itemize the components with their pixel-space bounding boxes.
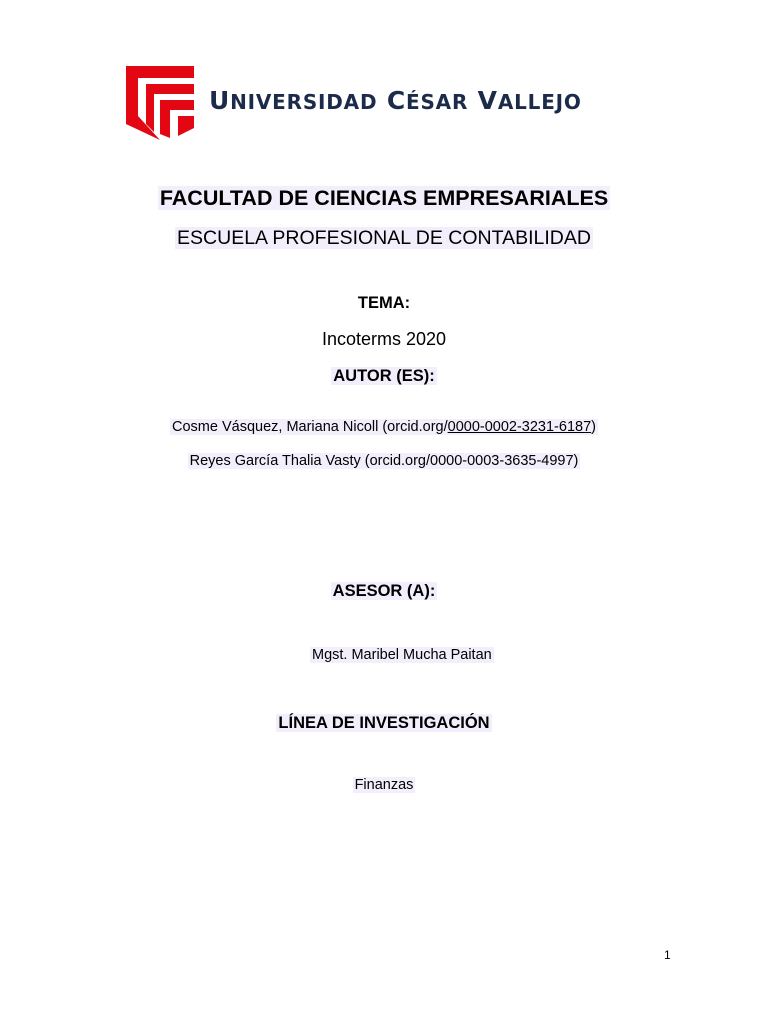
faculty-heading: FACULTAD DE CIENCIAS EMPRESARIALES [159, 186, 609, 210]
school-heading: ESCUELA PROFESIONAL DE CONTABILIDAD [177, 227, 591, 249]
page-number: 1 [664, 948, 671, 962]
logo-wordmark: UNIVERSIDAD CÉSAR VALLEJO [209, 86, 582, 115]
asesor-value: Mgst. Maribel Mucha Paitan [312, 647, 492, 663]
linea-value: Finanzas [354, 777, 414, 793]
author-1-orcid-link[interactable]: 0000-0002-3231-6187 [447, 419, 592, 435]
tema-value: Incoterms 2020 [321, 329, 447, 349]
author-line-1 [0, 419, 768, 435]
asesor-label: ASESOR (A): [332, 582, 436, 600]
author-1-suffix: ) [591, 419, 596, 435]
university-logo [124, 64, 628, 146]
shield-icon [124, 64, 196, 144]
author-line-2: Reyes García Thalia Vasty (orcid.org/0000-0003-3635-4997) [189, 453, 579, 469]
linea-label: LÍNEA DE INVESTIGACIÓN [278, 714, 490, 732]
tema-label: TEMA: [357, 294, 411, 312]
author-1-name: Cosme Vásquez, Mariana Nicoll (orcid.org/ [172, 419, 448, 435]
autor-label: AUTOR (ES): [333, 367, 435, 385]
